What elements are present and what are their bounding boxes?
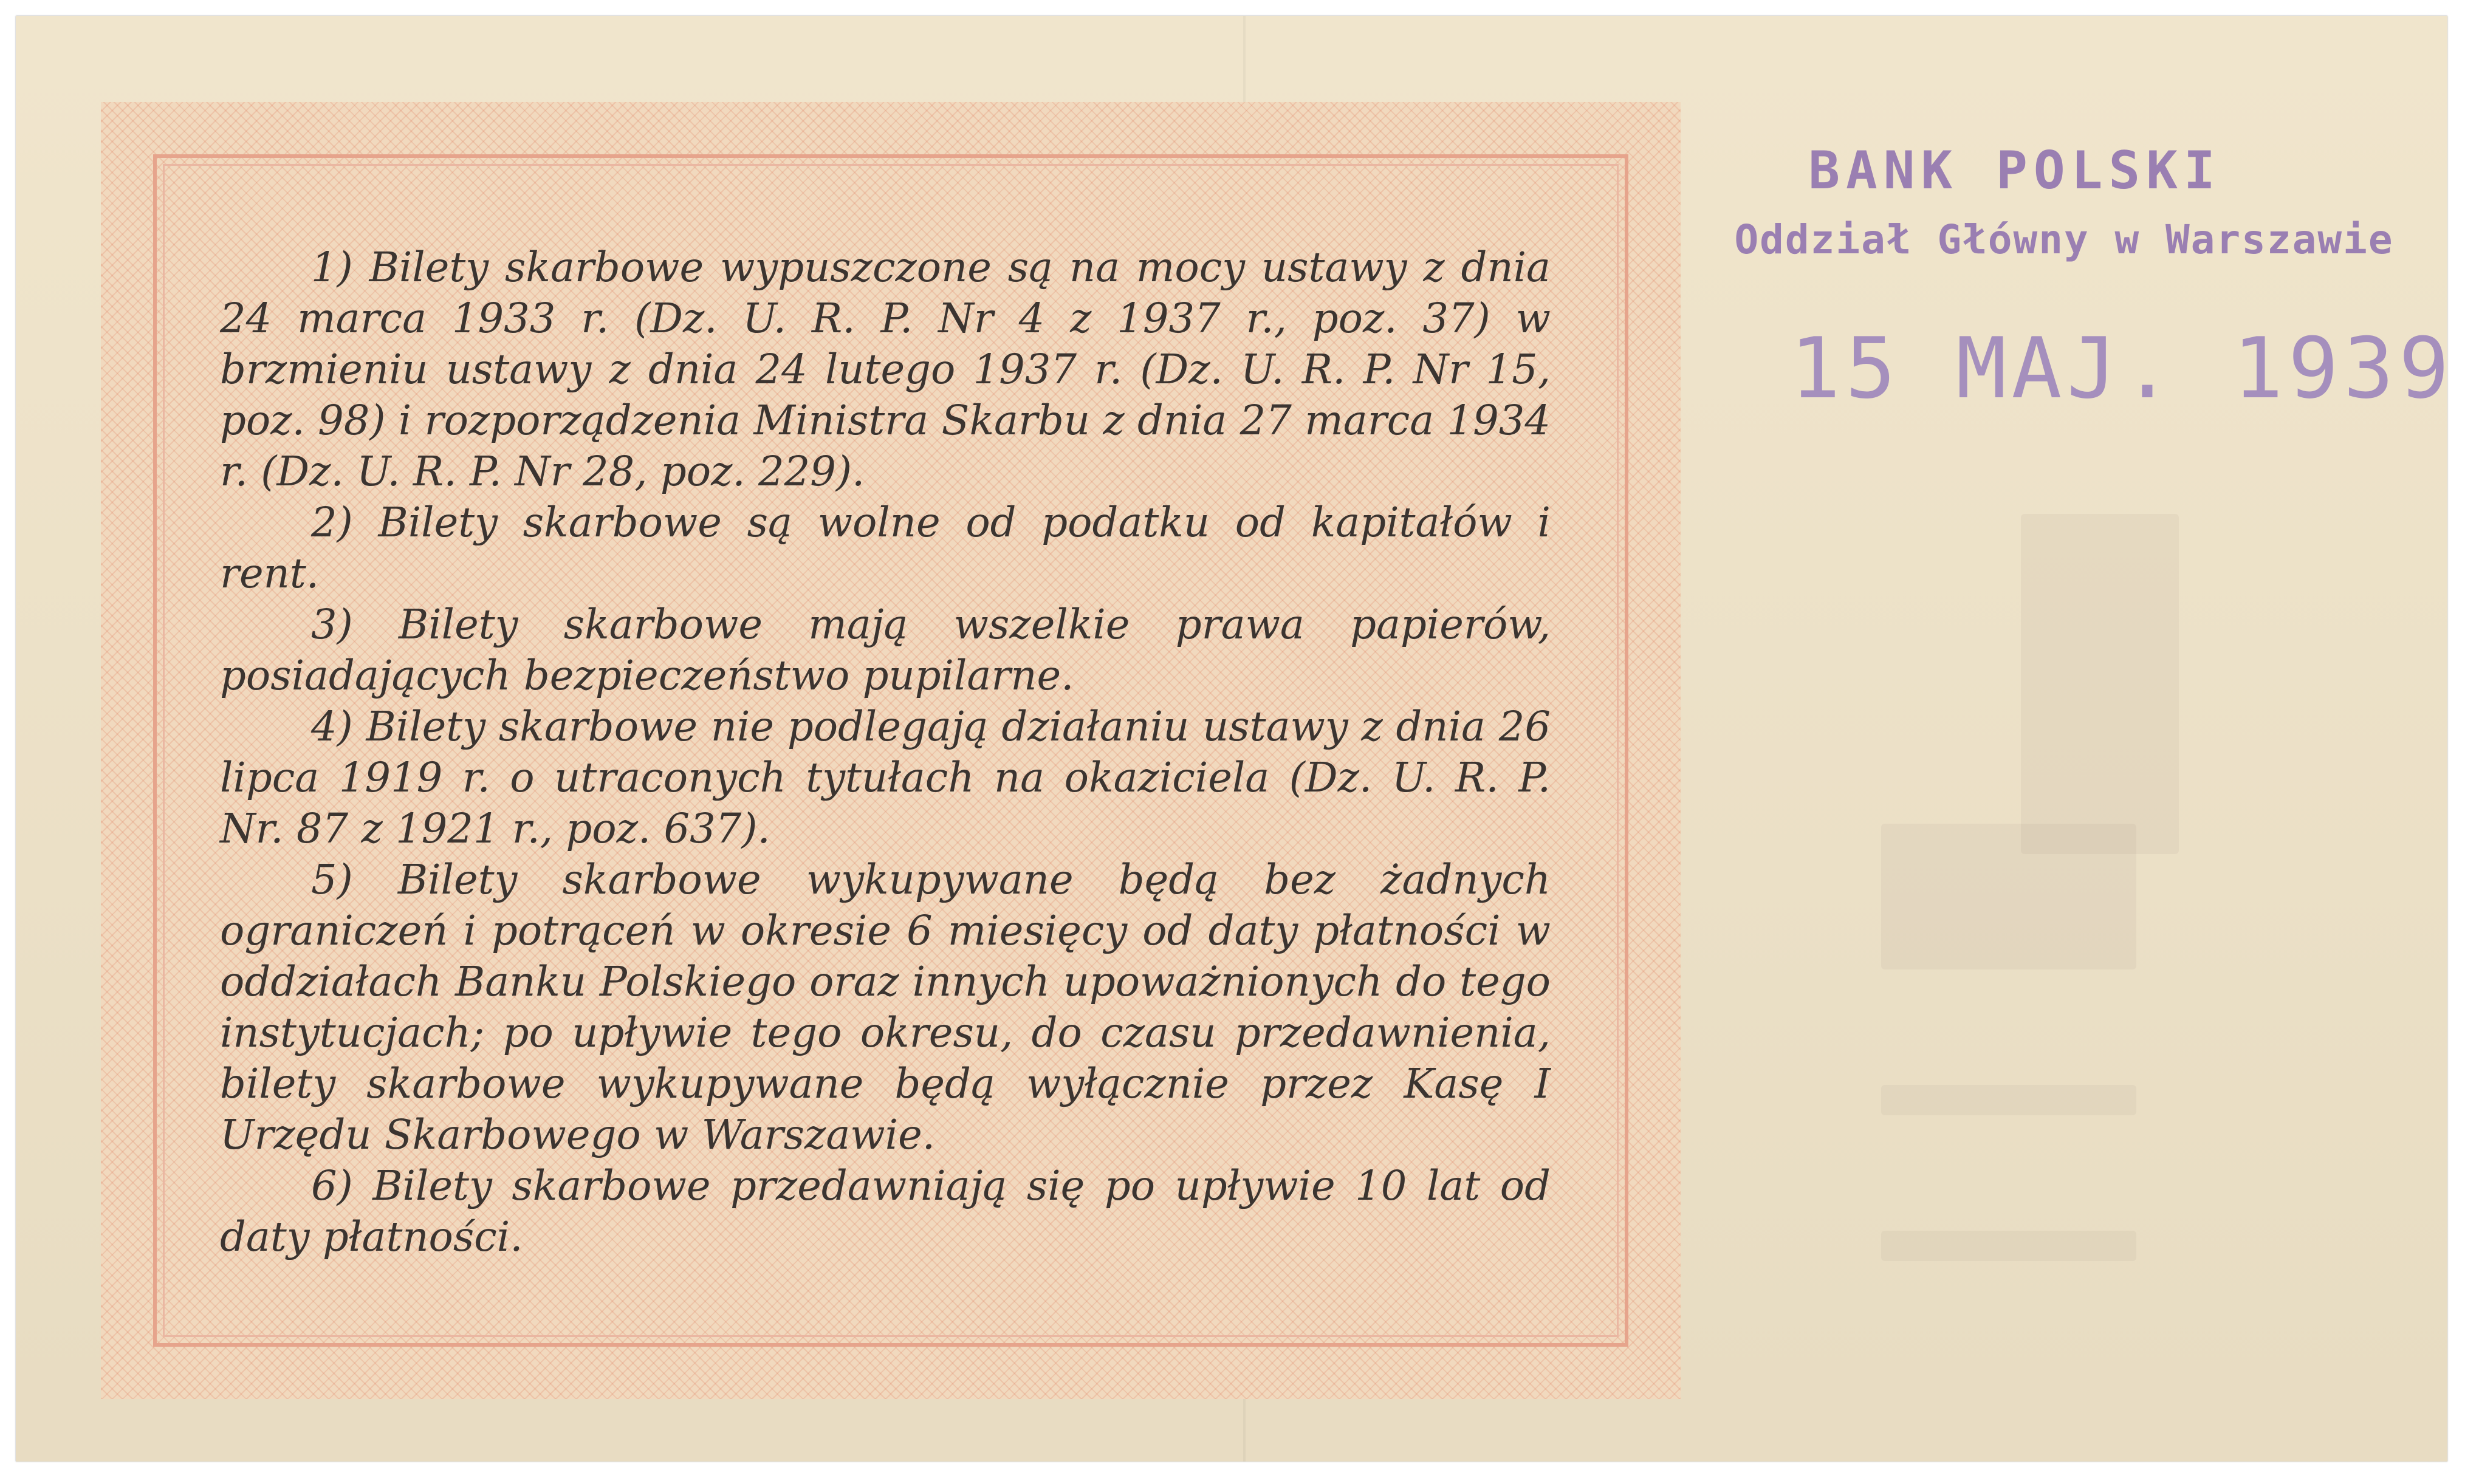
guilloche-panel bbox=[101, 102, 1681, 1399]
show-through-line-1 bbox=[1881, 1085, 2136, 1115]
show-through-mark bbox=[1881, 824, 2136, 969]
show-through-emblem bbox=[2021, 514, 2179, 854]
stamp-bank-name: BANK POLSKI bbox=[1808, 140, 2221, 201]
treasury-bill-reverse bbox=[16, 16, 2454, 1462]
condition-4: 4) Bilety skarbowe nie podlegają działaniu ustawy z dnia 26 lipca 1919 r. o utraconych tytułach na okaziciela (Dz. U. R. P. Nr. 87 z 1921 r., poz. 637). bbox=[220, 703, 1551, 852]
show-through-line-2 bbox=[1881, 1231, 2136, 1261]
terms-text bbox=[220, 242, 1551, 1262]
condition-2: 2) Bilety skarbowe są wolne od podatku od kapitałów i rent. bbox=[220, 499, 1551, 597]
condition-6: 6) Bilety skarbowe przedawniają się po upływie 10 lat od daty płatności. bbox=[220, 1162, 1551, 1260]
stub-panel bbox=[1681, 16, 2454, 1462]
condition-3: 3) Bilety skarbowe mają wszelkie prawa papierów, posiadających bezpieczeństwo pupilarne. bbox=[220, 601, 1551, 699]
stamp-date: 15 MAJ. 1939 bbox=[1790, 320, 2454, 417]
condition-1: 1) Bilety skarbowe wypuszczone są na mocy ustawy z dnia 24 marca 1933 r. (Dz. U. R. P. Nr 4 z 1937 r., poz. 37) w brzmieniu ustawy z dnia 24 lutego 1937 r. (Dz. U. R. P. Nr 15, poz. 98) i rozporządzenia Ministra Skarbu z dnia 27 marca 1934 r. (Dz. U. R. P. Nr 28, poz. 229). bbox=[220, 244, 1551, 495]
stamp-branch-name: Oddział Główny w Warszawie bbox=[1734, 216, 2394, 263]
condition-5: 5) Bilety skarbowe wykupywane będą bez żadnych ograniczeń i potrąceń w okresie 6 miesięcy od daty płatności w oddziałach Banku Polskiego oraz innych upoważnionych do tego instytucjach; po upływie tego okresu, do czasu przedawnienia, bilety skarbowe wykupywane będą wyłącznie przez Kasę I Urzędu Skarbowego w Warszawie. bbox=[220, 856, 1551, 1158]
